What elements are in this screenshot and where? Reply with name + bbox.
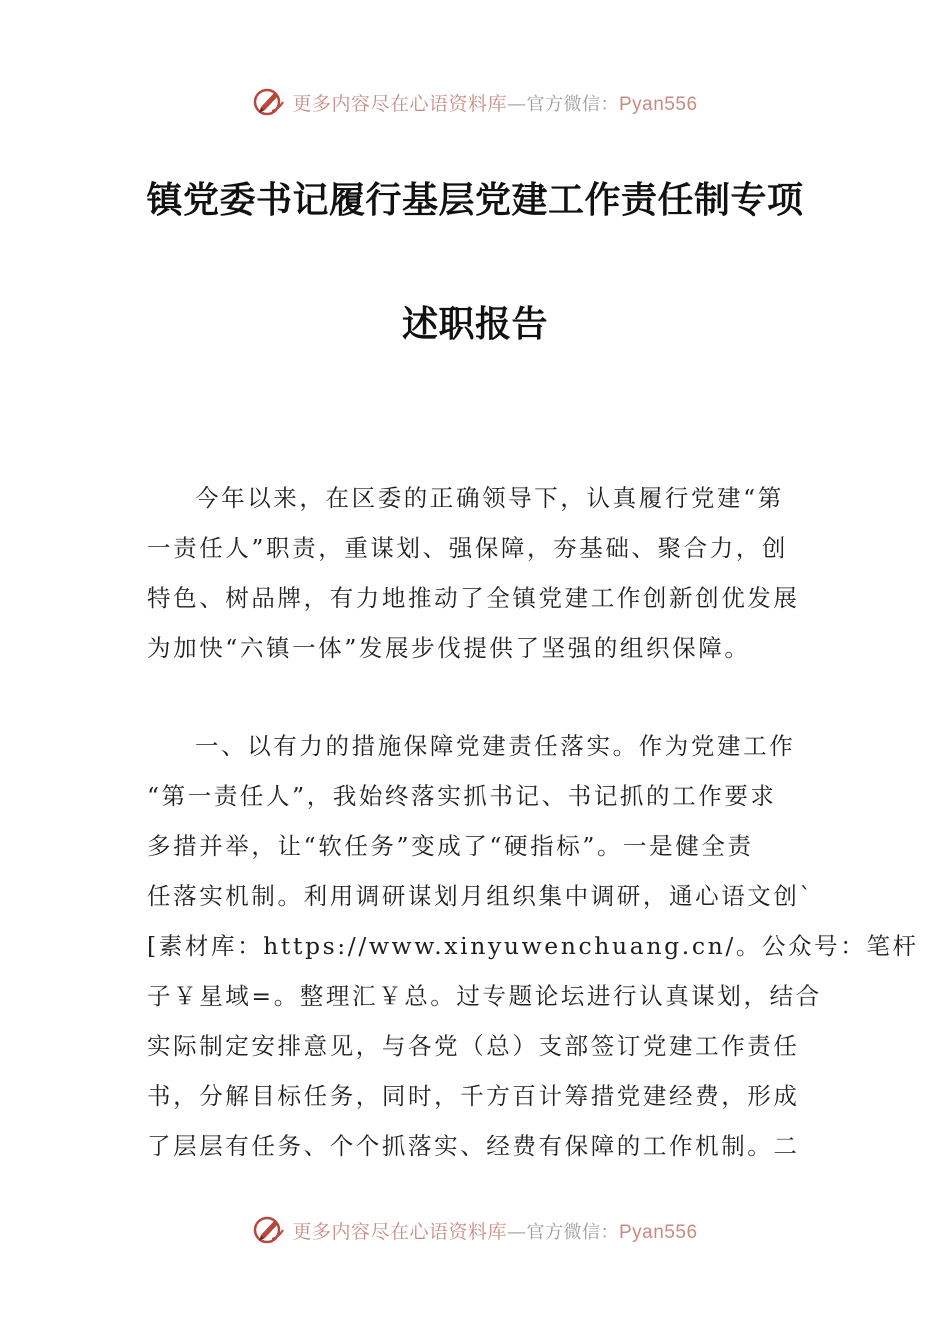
pen-logo-icon (252, 85, 286, 119)
paragraph-line: 子￥星域=。整理汇￥总。过专题论坛进行认真谋划，结合 (147, 982, 822, 1010)
paragraph-line: 多措并举，让“软任务”变成了“硬指标”。一是健全责 (147, 832, 754, 860)
document-title-line-1: 镇党委书记履行基层党建工作责任制专项 (146, 179, 804, 221)
banner-dash: — (507, 92, 527, 115)
banner-wechat-label: 官方微信： (526, 93, 619, 115)
pen-logo-icon (252, 1213, 286, 1247)
banner-text (292, 1217, 697, 1244)
header-banner (0, 82, 950, 122)
paragraph-line: 特色、树品牌，有力地推动了全镇党建工作创新创优发展 (147, 584, 800, 612)
banner-wechat-id: Pyan556 (619, 93, 698, 115)
paragraph-line: 任落实机制。利用调研谋划月组织集中调研，通心语文创` (147, 882, 814, 910)
paragraph-line: [素材库：https://www.xinyuwenchuang.cn/。公众号：笔杆 (147, 932, 919, 960)
document-title-line-2: 述职报告 (401, 303, 548, 345)
paragraph-line: 一责任人”职责，重谋划、强保障，夯基础、聚合力，创 (147, 534, 789, 562)
paragraph-line: 一、以有力的措施保障党建责任落实。作为党建工作 (195, 732, 796, 760)
banner-text (292, 89, 697, 116)
paragraph-line: 实际制定安排意见，与各党（总）支部签订党建工作责任 (147, 1032, 800, 1060)
paragraph-line: 了层层有任务、个个抓落实、经费有保障的工作机制。二 (147, 1132, 800, 1160)
paragraph-line: 今年以来，在区委的正确领导下，认真履行党建“第 (195, 484, 784, 512)
banner-wechat-label: 官方微信： (526, 1221, 619, 1243)
paragraph-line: “第一责任人”，我始终落实抓书记、书记抓的工作要求 (147, 782, 777, 810)
banner-wechat-id: Pyan556 (619, 1221, 698, 1243)
paragraph-line: 书，分解目标任务，同时，千方百计筹措党建经费，形成 (147, 1082, 800, 1110)
banner-main-text: 更多内容尽在心语资料库 (292, 92, 507, 115)
paragraph-line: 为加快“六镇一体”发展步伐提供了坚强的组织保障。 (147, 634, 751, 662)
banner-dash: — (507, 1220, 527, 1243)
footer-banner (0, 1210, 950, 1250)
paragraph-section-one (147, 721, 919, 1171)
banner-main-text: 更多内容尽在心语资料库 (292, 1220, 507, 1243)
paragraph-intro (147, 473, 807, 673)
